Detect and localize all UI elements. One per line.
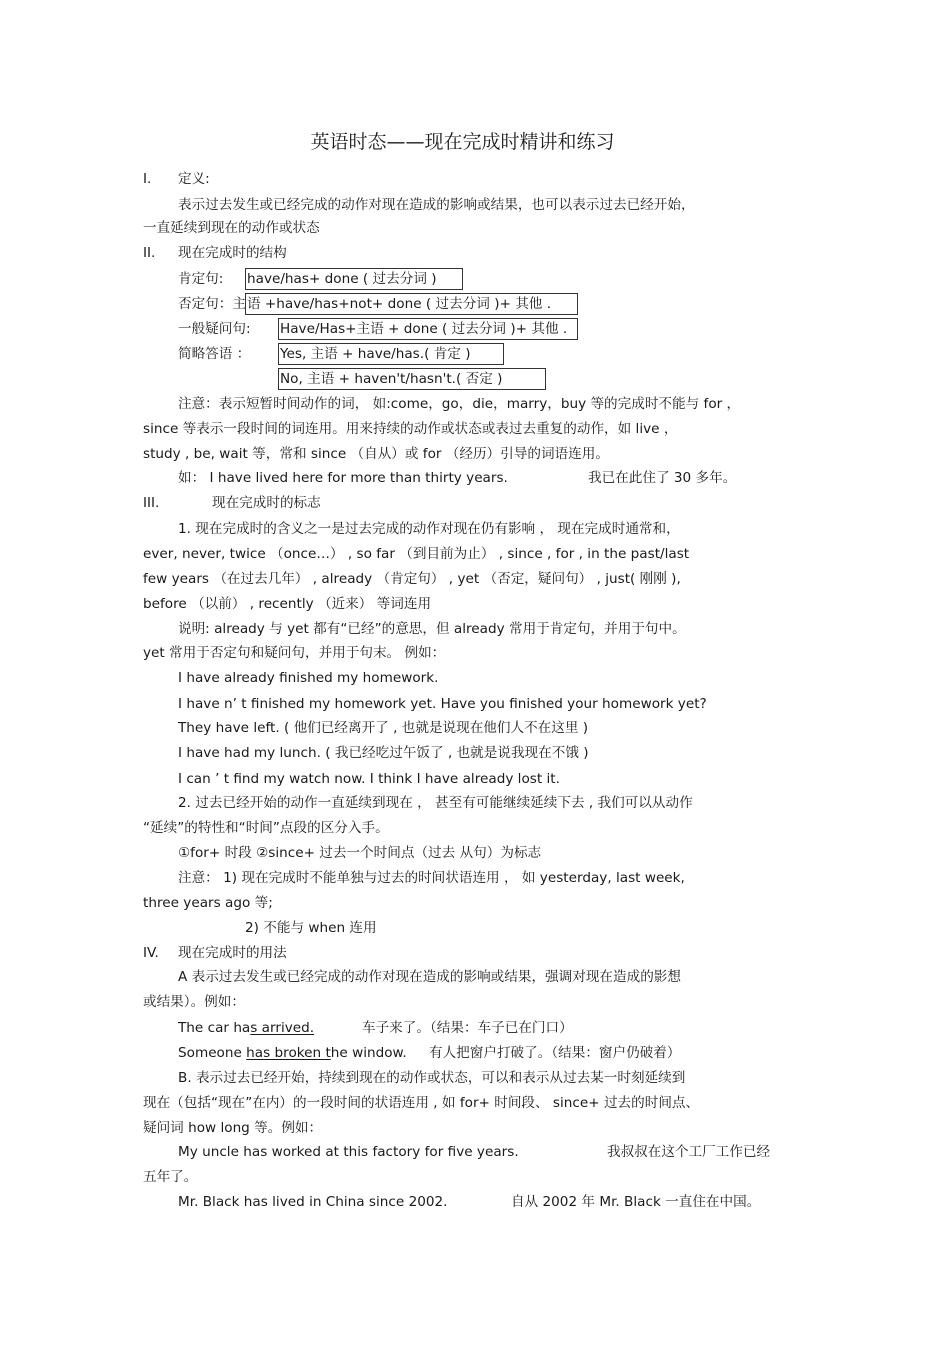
section-4-heading: 现在完成时的用法: [178, 945, 287, 961]
usage-a-line-1: A 表示过去发生或已经完成的动作对现在造成的影响或结果，强调对现在造成的影想: [178, 969, 681, 985]
markers-line-3: few years （在过去几年） , already （肯定句） , yet （否定，疑问句） , just( 刚刚 ),: [143, 571, 681, 587]
example-text: Someone: [178, 1045, 247, 1061]
no-answer-box: No, 主语 + haven't/hasn't.( 否定 ): [278, 368, 546, 390]
example-text: The car ha: [178, 1020, 251, 1036]
negative-label: 否定句：主: [178, 296, 246, 312]
example-sentence-3: They have left. ( 他们已经离开了 , 也就是说现在他们人不在这里 ): [178, 720, 589, 736]
markers-line-2: ever, never, twice （once…） , so far （到目前为止） , since , for , in the past/last: [143, 546, 690, 562]
caution-line-3: 2) 不能与 when 连用: [245, 920, 377, 936]
section-3-number: III.: [143, 495, 160, 511]
usage-b-example-1: My uncle has worked at this factory for five years.: [178, 1144, 519, 1160]
usage-a-example-1-chinese: 车子来了。（结果：车子已在门口）: [362, 1020, 573, 1036]
example-text: he window.: [330, 1045, 407, 1061]
markers-line-1: 1. 现在完成时的含义之一是过去完成的动作对现在仍有影响 ， 现在完成时通常和，: [178, 521, 680, 537]
note-line-2: since 等表示一段时间的词连用。用来持续的动作或状态或表过去重复的动作，如 live ，: [143, 421, 678, 437]
usage-b-example-2-chinese: 自从 2002 年 Mr. Black 一直住在中国。: [511, 1194, 761, 1210]
underlined-text: s arrived.: [250, 1020, 315, 1036]
example-sentence-5: I can ’ t find my watch now. I think I have already lost it.: [178, 771, 560, 787]
question-formula-box: Have/Has+主语 + done ( 过去分词 )+ 其他 .: [278, 318, 578, 340]
usage-b-example-1-chinese: 我叔叔在这个工厂工作已经: [607, 1144, 771, 1160]
note-line-3: study , be, wait 等，常和 since （自从）或 for （经历）引导的词语连用。: [143, 446, 609, 462]
example-sentence-2: I have n’ t finished my homework yet. Have you finished your homework yet?: [178, 696, 707, 712]
explanation-line-1: 说明: already 与 yet 都有“已经”的意思，但 already 常用于肯定句，并用于句中。: [178, 621, 686, 637]
note-line-1: 注意：表示短暂时间动作的词， 如:come，go，die，marry，buy 等的完成时不能与 for ，: [178, 396, 741, 412]
example-chinese: 我已在此住了 30 多年。: [588, 470, 737, 486]
section-4-number: IV.: [143, 945, 159, 961]
underlined-text: has broken t: [246, 1045, 331, 1061]
example-sentence-4: I have had my lunch. ( 我已经吃过午饭了 , 也就是说我现在不饿 ): [178, 745, 589, 761]
for-since-line: ①for+ 时段 ②since+ 过去一个时间点（过去 从句）为标志: [178, 845, 542, 861]
section-3-heading: 现在完成时的标志: [212, 495, 321, 511]
usage-b-line-1: B. 表示过去已经开始，持续到现在的动作或状态，可以和表示从过去某一时刻延续到: [178, 1070, 686, 1086]
usage-b-line-3: 疑问词 how long 等。例如：: [143, 1120, 323, 1136]
example-sentence-1: I have already finished my homework.: [178, 670, 439, 686]
short-answer-label: 简略答语 ：: [178, 346, 251, 362]
negative-formula-box: 语 +have/has+not+ done ( 过去分词 )+ 其他 .: [245, 293, 578, 315]
usage-a-line-2: 或结果）。例如：: [143, 994, 245, 1010]
definition-line-1: 表示过去发生或已经完成的动作对现在造成的影响或结果，也可以表示过去已经开始，: [178, 197, 695, 213]
section-2-heading: 现在完成时的结构: [178, 245, 287, 261]
explanation-line-2: yet 常用于否定句和疑问句，并用于句末。 例如：: [143, 645, 446, 661]
usage-a-example-2-chinese: 有人把窗户打破了。（结果：窗户仍破着）: [429, 1045, 681, 1061]
usage-a-example-2: [178, 1044, 407, 1062]
section-2-number: II.: [143, 245, 156, 261]
page-title: 英语时态——现在完成时精讲和练习: [310, 131, 615, 153]
yes-answer-box: Yes, 主语 + have/has.( 肯定 ): [278, 343, 504, 365]
affirmative-formula-box: have/has+ done ( 过去分词 ): [245, 268, 463, 290]
duration-line-1: 2. 过去已经开始的动作一直延续到现在 ， 甚至有可能继续延续下去 , 我们可以从动作: [178, 795, 693, 811]
usage-b-line-2: 现在（包括“现在”在内）的一段时间的状语连用 , 如 for+ 时间段、 since+ 过去的时间点、: [143, 1095, 700, 1111]
usage-b-example-1-chinese-cont: 五年了。: [143, 1169, 198, 1185]
definition-line-2: 一直延续到现在的动作或状态: [143, 220, 320, 236]
section-1-number: I.: [143, 171, 152, 187]
affirmative-label: 肯定句:: [178, 271, 224, 287]
caution-line-2: three years ago 等;: [143, 895, 273, 911]
usage-a-example-1: [178, 1019, 314, 1037]
example-english: 如： I have lived here for more than thirty years.: [178, 470, 508, 486]
duration-line-2: “延续”的特性和“时间”点段的区分入手。: [143, 820, 389, 836]
caution-line-1: 注意： 1) 现在完成时不能单独与过去的时间状语连用 ， 如 yesterday, last week,: [178, 870, 685, 886]
markers-line-4: before （以前） , recently （近来） 等词连用: [143, 596, 432, 612]
question-label: 一般疑问句:: [178, 321, 251, 337]
section-1-heading: 定义:: [178, 171, 210, 187]
usage-b-example-2: Mr. Black has lived in China since 2002.: [178, 1194, 448, 1210]
